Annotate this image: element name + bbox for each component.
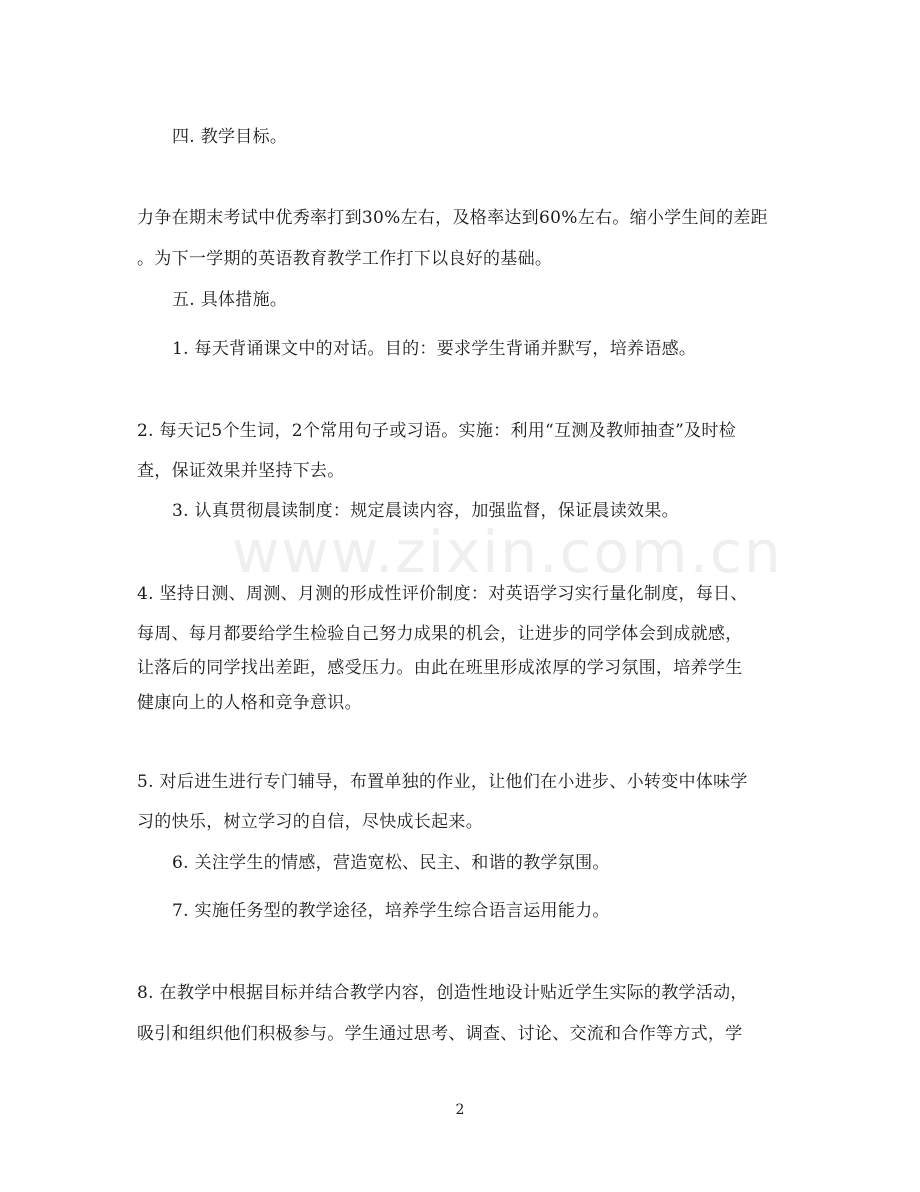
page-number: 2 — [455, 1102, 465, 1118]
measure-item-6: 6. 关注学生的情感，营造宽松、民主、和谐的教学氛围。 — [172, 853, 610, 873]
measure-item-2-line-2: 查，保证效果并坚持下去。 — [137, 461, 345, 481]
section-heading-measures: 五. 具体措施。 — [172, 290, 288, 310]
objectives-line-2: 。为下一学期的英语教育教学工作打下以良好的基础。 — [137, 249, 553, 269]
measure-item-2-line-1: 2. 每天记5个生词，2个常用句子或习语。实施：利用“互测及教师抽查”及时检 — [137, 421, 737, 441]
measure-item-8-line-2: 吸引和组织他们积极参与。学生通过思考、调查、讨论、交流和合作等方式，学 — [137, 1024, 743, 1044]
measure-item-4-line-2: 每周、每月都要给学生检验自己努力成果的机会，让进步的同学体会到成就感， — [137, 624, 743, 644]
measure-item-3: 3. 认真贯彻晨读制度：规定晨读内容，加强监督，保证晨读效果。 — [172, 501, 679, 521]
measure-item-5-line-1: 5. 对后进生进行专门辅导，布置单独的作业，让他们在小进步、小转变中体味学 — [137, 772, 748, 792]
measure-item-4-line-4: 健康向上的人格和竞争意识。 — [137, 693, 362, 713]
measure-item-1: 1. 每天背诵课文中的对话。目的：要求学生背诵并默写，培养语感。 — [172, 339, 697, 359]
measure-item-8-line-1: 8. 在教学中根据目标并结合教学内容，创造性地设计贴近学生实际的教学活动， — [137, 983, 748, 1003]
watermark-text: www.zixin.com.cn — [232, 518, 783, 586]
objectives-line-1: 力争在期末考试中优秀率打到30%左右，及格率达到60%左右。缩小学生间的差距 — [137, 208, 768, 228]
section-heading-objectives: 四. 教学目标。 — [172, 127, 288, 147]
measure-item-4-line-3: 让落后的同学找出差距，感受压力。由此在班里形成浓厚的学习氛围，培养学生 — [137, 658, 743, 678]
measure-item-5-line-2: 习的快乐，树立学习的自信，尽快成长起来。 — [137, 812, 483, 832]
measure-item-4-line-1: 4. 坚持日测、周测、月测的形成性评价制度：对英语学习实行量化制度，每日、 — [137, 584, 748, 604]
measure-item-7: 7. 实施任务型的教学途径，培养学生综合语言运用能力。 — [172, 901, 610, 921]
